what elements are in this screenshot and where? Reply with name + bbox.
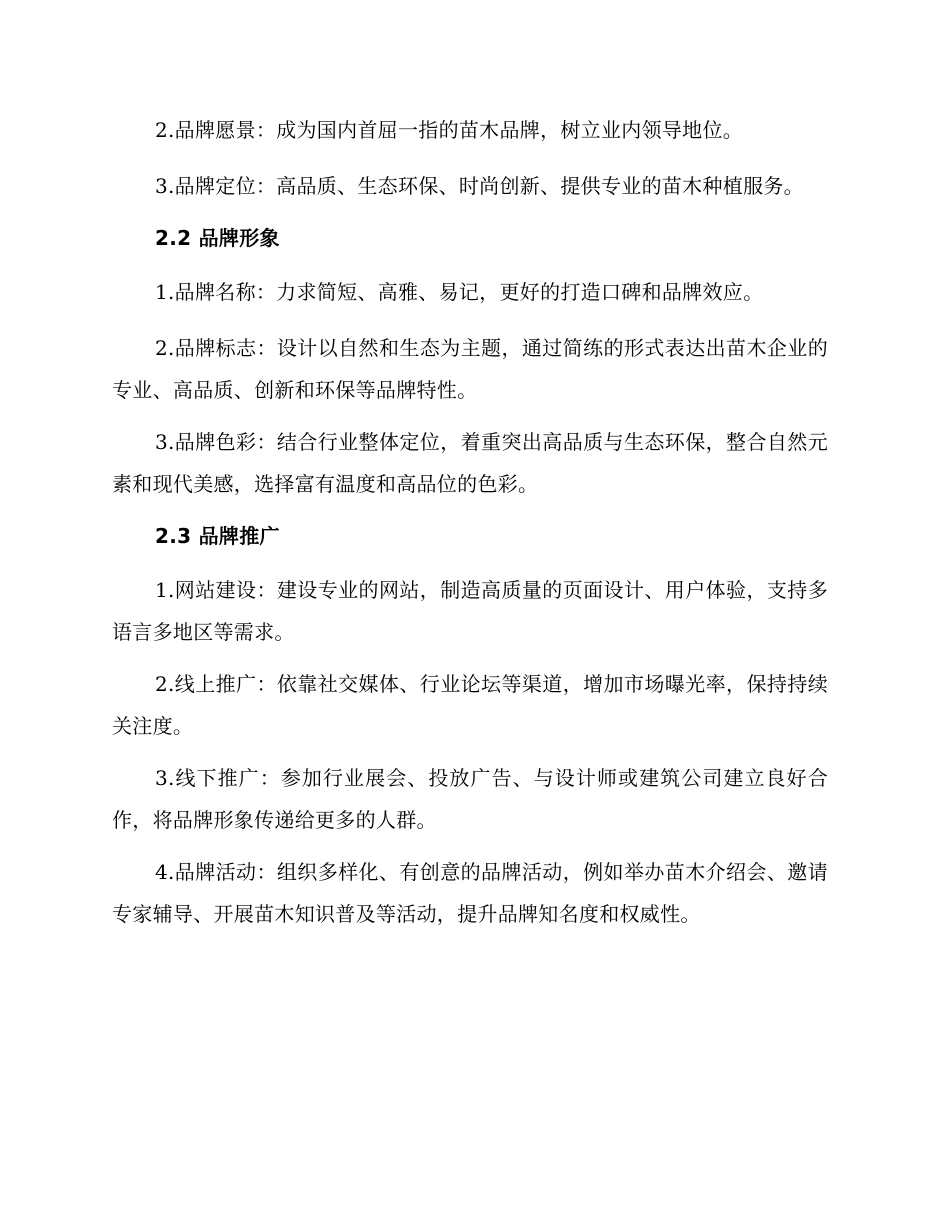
section-heading-brand-image: 2.2 品牌形象 <box>155 226 280 250</box>
brand-color-paragraph: 3.品牌色彩：结合行业整体定位，着重突出高品质与生态环保，整合自然元素和现代美感，选择富有温度和高品位的色彩。 <box>112 430 828 496</box>
website-building-paragraph: 1.网站建设：建设专业的网站，制造高质量的页面设计、用户体验，支持多语言多地区等需求。 <box>112 578 828 644</box>
brand-name-paragraph: 1.品牌名称：力求简短、高雅、易记，更好的打造口碑和品牌效应。 <box>155 280 764 304</box>
brand-activity-paragraph: 4.品牌活动：组织多样化、有创意的品牌活动，例如举办苗木介绍会、邀请专家辅导、开展苗木知识普及等活动，提升品牌知名度和权威性。 <box>112 860 828 926</box>
online-promotion-paragraph: 2.线上推广：依靠社交媒体、行业论坛等渠道，增加市场曝光率，保持持续关注度。 <box>112 672 828 738</box>
brand-positioning-paragraph: 3.品牌定位：高品质、生态环保、时尚创新、提供专业的苗木种植服务。 <box>155 174 804 198</box>
section-heading-brand-promotion: 2.3 品牌推广 <box>155 524 280 548</box>
document-body <box>112 109 828 945</box>
brand-vision-paragraph: 2.品牌愿景：成为国内首屈一指的苗木品牌，树立业内领导地位。 <box>155 118 744 142</box>
offline-promotion-paragraph: 3.线下推广：参加行业展会、投放广告、与设计师或建筑公司建立良好合作，将品牌形象传递给更多的人群。 <box>112 766 828 832</box>
brand-logo-paragraph: 2.品牌标志：设计以自然和生态为主题，通过简练的形式表达出苗木企业的专业、高品质、创新和环保等品牌特性。 <box>112 336 828 402</box>
